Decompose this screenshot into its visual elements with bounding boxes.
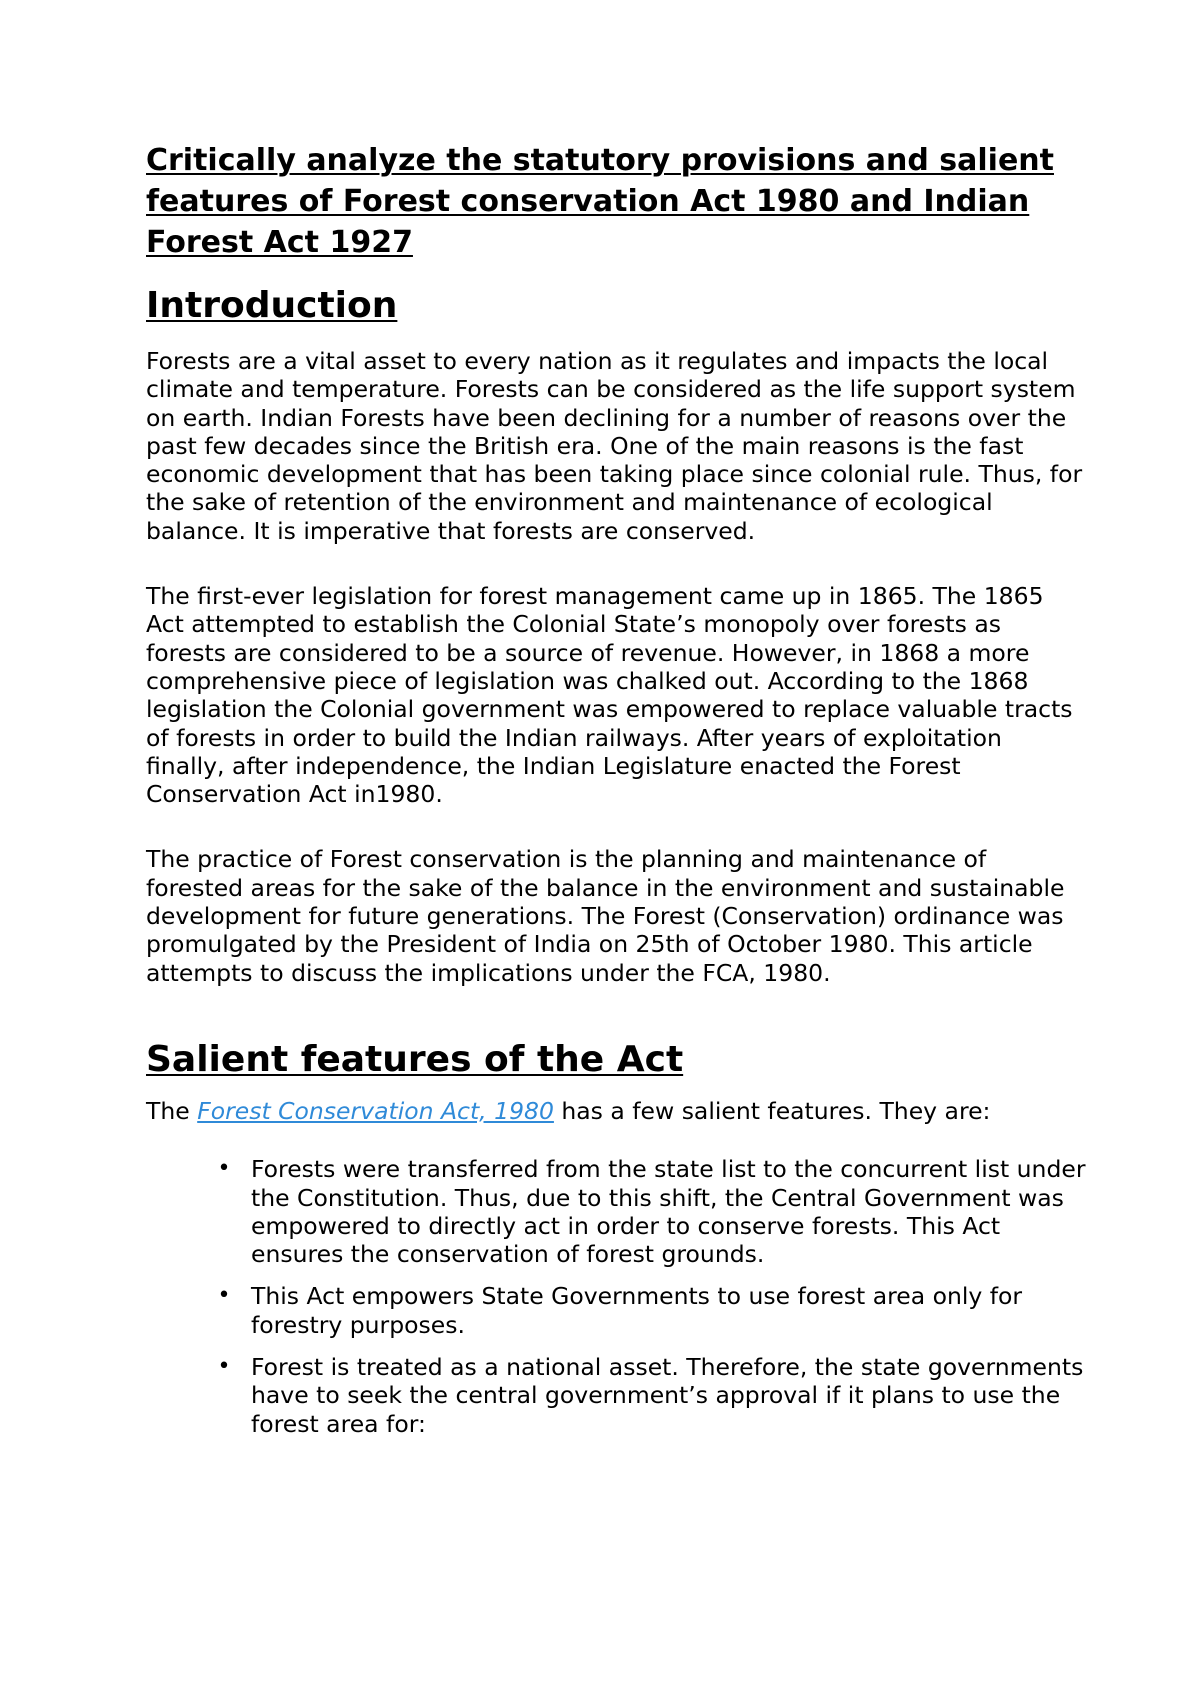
list-item-text: Forests were transferred from the state list to the concurrent list under the Constitution. Thus, due to this shift, the Central Government was empowered to directly act in order to conserve forests. This Act ensures the conservation of forest grounds. — [251, 1155, 1086, 1269]
list-item — [146, 1155, 1086, 1268]
introduction-heading: Introduction — [146, 285, 398, 326]
bullet-icon: • — [217, 1283, 231, 1309]
list-item-text: This Act empowers State Governments to use forest area only for forestry purposes. — [251, 1282, 1023, 1339]
document-title: Critically analyze the statutory provisions and salient features of Forest conservation Act 1980 and Indian Forest Act 1927 — [146, 143, 1054, 260]
intro-paragraph-2: The first-ever legislation for forest management came up in 1865. The 1865 Act attempted to establish the Colonial State’s monopoly over forests as forests are considered to be a source of revenue. However, in 1868 a more comprehensive piece of legislation was chalked out. According to the 1868 legislation the Colonial government was empowered to replace valuable tracts of forests in order to build the Indian railways. After years of exploitation finally, after independence, the Indian Legislature enacted the Forest Conservation Act in1980. — [146, 582, 1073, 809]
intro-paragraph-1: Forests are a vital asset to every nation as it regulates and impacts the local climate and temperature. Forests can be considered as the life support system on earth. Indian Forests have been declining for a number of reasons over the past few decades since the British era. One of the main reasons is the fast economic development that has been taking place since colonial rule. Thus, for the sake of retention of the environment and maintenance of ecological balance. It is imperative that forests are conserved. — [146, 347, 1083, 545]
salient-features-list — [146, 1155, 1086, 1438]
intro-paragraph-3: The practice of Forest conservation is the planning and maintenance of forested areas for the sake of the balance in the environment and sustainable development for future generations. The Forest (Conservation) ordinance was promulgated by the President of India on 25th of October 1980. This article attempts to discuss the implications under the FCA, 1980. — [146, 845, 1065, 987]
document-page — [146, 140, 1086, 1452]
bullet-icon: • — [217, 1156, 231, 1182]
salient-intro-paragraph — [146, 1097, 1086, 1125]
salient-features-heading: Salient features of the Act — [146, 1038, 684, 1080]
list-item — [146, 1282, 1086, 1339]
salient-intro-prefix: The — [146, 1096, 198, 1125]
forest-conservation-act-link[interactable]: Forest Conservation Act, 1980 — [197, 1096, 554, 1125]
list-item-text: Forest is treated as a national asset. Therefore, the state governments have to seek the central government’s approval if it plans to use the forest area for: — [251, 1353, 1084, 1438]
salient-intro-suffix: has a few salient features. They are: — [553, 1096, 991, 1125]
list-item — [146, 1353, 1086, 1438]
bullet-icon: • — [217, 1354, 231, 1380]
